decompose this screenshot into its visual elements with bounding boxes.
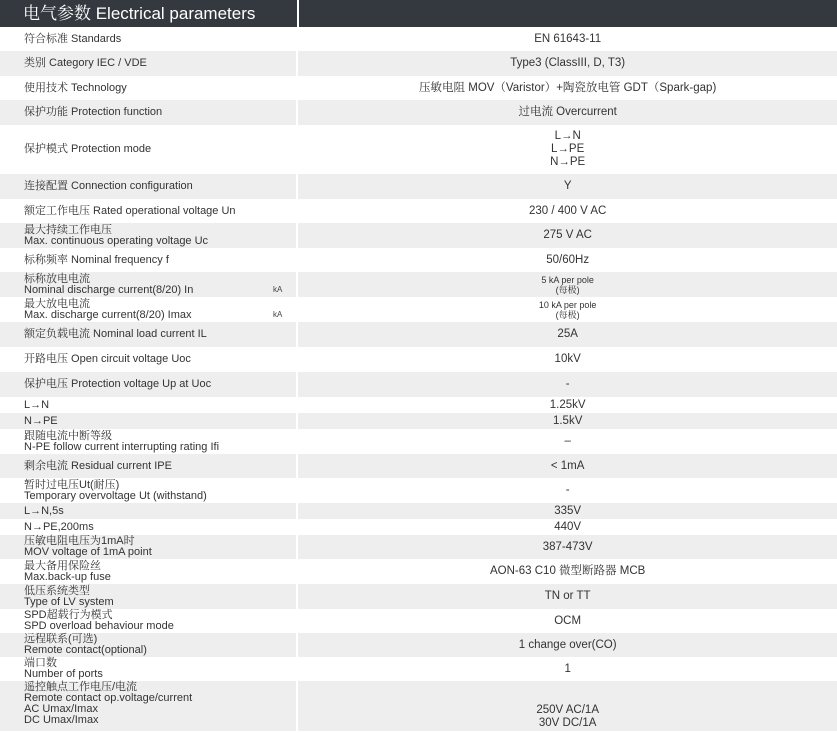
parameter-label: [0, 429, 296, 454]
parameter-label: [0, 347, 296, 372]
parameter-value-line: 275 V AC: [543, 229, 592, 241]
parameter-label-line: 保护电压 Protection voltage Up at Uoc: [24, 378, 212, 390]
parameter-value-line: 335V: [554, 504, 582, 517]
parameter-value-line: (每极): [555, 309, 580, 320]
parameter-label-line: 低压系统类型: [24, 584, 90, 597]
parameter-label: [0, 559, 296, 584]
parameter-label: [0, 297, 296, 322]
parameter-label-line: N→PE: [24, 414, 58, 427]
table-row: [0, 100, 837, 125]
parameter-label-line: Nominal discharge current(8/20) In: [24, 283, 194, 296]
parameter-label-line: L→N,5s: [24, 504, 64, 517]
title-bar: [0, 0, 837, 27]
parameter-label-line: 连接配置 Connection configuration: [24, 180, 193, 192]
table-row: [0, 297, 837, 322]
parameter-value: [298, 429, 837, 454]
parameter-value-line: 1: [564, 662, 571, 675]
table-row: [0, 681, 837, 731]
parameter-value-line: 30V DC/1A: [538, 717, 597, 729]
parameter-label-line: 剩余电流 Residual current IPE: [24, 459, 172, 472]
parameter-value-line: EN 61643-11: [534, 32, 602, 45]
table-row: [0, 519, 837, 535]
parameter-label: [0, 322, 296, 347]
parameter-label: [0, 174, 296, 199]
parameter-label-line: Number of ports: [24, 668, 103, 680]
parameter-value-line: OCM: [554, 614, 582, 627]
parameter-label-line: 远程联系(可选): [24, 633, 98, 645]
parameter-value-line: L→PE: [551, 143, 585, 155]
parameter-value: [298, 223, 837, 248]
parameter-label: [0, 519, 296, 535]
parameter-value-line: 387-473V: [542, 540, 593, 553]
parameter-label-line: L→N: [24, 398, 50, 411]
parameter-value-line: 440V: [554, 520, 582, 533]
table-row: [0, 223, 837, 248]
table-row: [0, 657, 837, 681]
table-row: [0, 454, 837, 478]
parameter-value-line: -: [565, 484, 570, 496]
parameter-label: [0, 100, 296, 125]
parameter-label: [0, 478, 296, 503]
parameter-label-line: 暂时过电压Ut(耐压): [24, 478, 120, 491]
parameter-label: [0, 454, 296, 478]
parameter-value-line: TN or TT: [544, 590, 591, 602]
parameter-label-line: 最大放电电流: [24, 297, 90, 310]
parameter-value-line: -: [565, 378, 570, 390]
parameter-value: [298, 125, 837, 174]
parameter-label: [0, 535, 296, 559]
parameter-value-line: 1.5kV: [552, 414, 583, 427]
parameter-value: [298, 199, 837, 223]
parameter-label-line: SPD超载行为模式: [24, 609, 113, 621]
parameter-label-line: 标称放电电流: [24, 272, 90, 285]
parameter-value: [298, 657, 837, 681]
unit-label: kA: [272, 310, 283, 319]
parameter-value-line: 10 kA per pole: [538, 299, 597, 310]
parameter-label-line: 开路电压 Open circuit voltage Uoc: [24, 353, 191, 365]
parameter-label-line: 最大备用保险丝: [24, 559, 101, 572]
table-row: [0, 76, 837, 100]
parameter-label-line: 保护模式 Protection mode: [24, 143, 152, 155]
parameter-label-line: Temporary overvoltage Ut (withstand): [24, 489, 207, 502]
parameter-value: [298, 633, 837, 657]
parameter-label-line: Remote contact(optional): [24, 644, 147, 656]
parameter-label-line: DC Umax/Imax: [24, 714, 99, 726]
parameter-value-line: 250V AC/1A: [536, 704, 599, 716]
page-title: 电气参数 Electrical parameters: [0, 0, 297, 27]
parameter-label-line: 类别 Category IEC / VDE: [24, 57, 147, 69]
parameter-value-line: L→N: [554, 130, 581, 142]
parameter-value: [298, 503, 837, 519]
table-row: [0, 199, 837, 223]
table-row: [0, 584, 837, 609]
parameter-value: [298, 372, 837, 397]
parameter-value: [298, 272, 837, 297]
unit-label: kA: [272, 285, 283, 294]
parameter-label-line: Max.back-up fuse: [24, 570, 111, 583]
parameter-value: [298, 584, 837, 609]
parameter-label: [0, 199, 296, 223]
parameter-label: [0, 51, 296, 76]
table-row: [0, 272, 837, 297]
parameter-value: [298, 347, 837, 372]
parameter-value-line: (每极): [555, 284, 580, 295]
parameter-label: [0, 272, 296, 297]
parameter-value: [298, 454, 837, 478]
parameter-value-line: 1 change over(CO): [518, 638, 617, 651]
table-row: [0, 503, 837, 519]
parameter-value: [298, 174, 837, 199]
parameter-value-line: Type3 (ClassIII, D, T3): [510, 57, 626, 69]
table-row: [0, 478, 837, 503]
parameter-value: [298, 397, 837, 413]
parameter-value: [298, 297, 837, 322]
parameter-value-line: 1.25kV: [549, 398, 586, 411]
table-row: [0, 51, 837, 76]
parameter-value: [298, 322, 837, 347]
parameter-label: [0, 584, 296, 609]
parameter-value-line: < 1mA: [550, 459, 585, 472]
parameter-label-line: Remote contact op.voltage/current: [24, 692, 193, 704]
parameter-value-line: –: [564, 435, 571, 447]
parameter-label-line: SPD overload behaviour mode: [24, 620, 174, 632]
parameter-value: [298, 609, 837, 633]
table-row: [0, 372, 837, 397]
parameter-label: [0, 125, 296, 174]
parameter-label: [0, 248, 296, 272]
parameter-label-line: 额定工作电压 Rated operational voltage Un: [24, 204, 236, 217]
parameter-label: [0, 609, 296, 633]
table-row: [0, 27, 837, 51]
parameter-value-line: 50/60Hz: [546, 253, 590, 266]
parameter-label: [0, 681, 296, 731]
parameter-value: [298, 535, 837, 559]
table-row: [0, 174, 837, 199]
parameter-label: [0, 503, 296, 519]
parameter-value-line: 25A: [557, 328, 578, 340]
table-row: [0, 248, 837, 272]
parameter-value: [298, 27, 837, 51]
parameter-label-line: Max. discharge current(8/20) Imax: [24, 308, 192, 321]
table-row: [0, 535, 837, 559]
table-row: [0, 429, 837, 454]
parameter-value: [298, 76, 837, 100]
parameter-label-line: 额定负载电流 Nominal load current IL: [24, 328, 207, 340]
table-row: [0, 633, 837, 657]
parameter-label-line: 使用技术 Technology: [24, 81, 127, 94]
table-row: [0, 609, 837, 633]
table-row: [0, 559, 837, 584]
parameter-value: [298, 681, 837, 731]
parameter-label-line: 符合标准 Standards: [24, 32, 122, 45]
parameter-table: [0, 27, 837, 731]
parameter-label-line: 保护功能 Protection function: [24, 106, 163, 118]
parameter-label-line: 最大持续工作电压: [24, 223, 112, 236]
parameter-label-line: AC Umax/Imax: [24, 703, 98, 715]
parameter-label: [0, 223, 296, 248]
parameter-value-line: 10kV: [554, 353, 581, 365]
parameter-label: [0, 657, 296, 681]
parameter-label-line: 跟随电流中断等级: [24, 429, 112, 442]
parameter-value-line: Y: [563, 180, 572, 192]
parameter-label-line: N→PE,200ms: [24, 520, 94, 533]
parameter-value: [298, 413, 837, 429]
parameter-value-line: 过电流 Overcurrent: [518, 106, 617, 118]
table-row: [0, 347, 837, 372]
parameter-value-line: 压敏电阻 MOV（Varistor）+陶瓷放电管 GDT（Spark-gap): [419, 81, 717, 94]
table-row: [0, 125, 837, 174]
parameter-label: [0, 633, 296, 657]
parameter-label: [0, 413, 296, 429]
parameter-label: [0, 397, 296, 413]
parameter-label-line: Type of LV system: [24, 595, 114, 608]
parameter-value: [298, 100, 837, 125]
parameter-value: [298, 478, 837, 503]
parameter-value-line: 5 kA per pole: [541, 274, 594, 285]
parameter-label-line: N-PE follow current interrupting rating Ifi: [24, 440, 220, 453]
table-row: [0, 413, 837, 429]
parameter-label-line: 遥控触点工作电压/电流: [24, 681, 138, 693]
parameter-value: [298, 519, 837, 535]
parameter-value-line: N→PE: [550, 156, 586, 168]
parameter-value-line: 230 / 400 V AC: [528, 204, 607, 217]
parameter-label-line: 标称频率 Nominal frequency f: [24, 253, 169, 266]
parameter-label: [0, 76, 296, 100]
table-row: [0, 322, 837, 347]
title-bar-fill: [299, 0, 837, 27]
parameter-value: [298, 51, 837, 76]
parameter-label-line: 压敏电阻电压为1mA时: [24, 535, 135, 547]
parameter-value: [298, 559, 837, 584]
parameter-label: [0, 372, 296, 397]
parameter-label: [0, 27, 296, 51]
parameter-label-line: 端口数: [24, 657, 57, 669]
table-row: [0, 397, 837, 413]
parameter-value-line: AON-63 C10 微型断路器 MCB: [490, 565, 646, 577]
parameter-value: [298, 248, 837, 272]
parameter-label-line: MOV voltage of 1mA point: [24, 546, 152, 558]
parameter-label-line: Max. continuous operating voltage Uc: [24, 234, 209, 247]
